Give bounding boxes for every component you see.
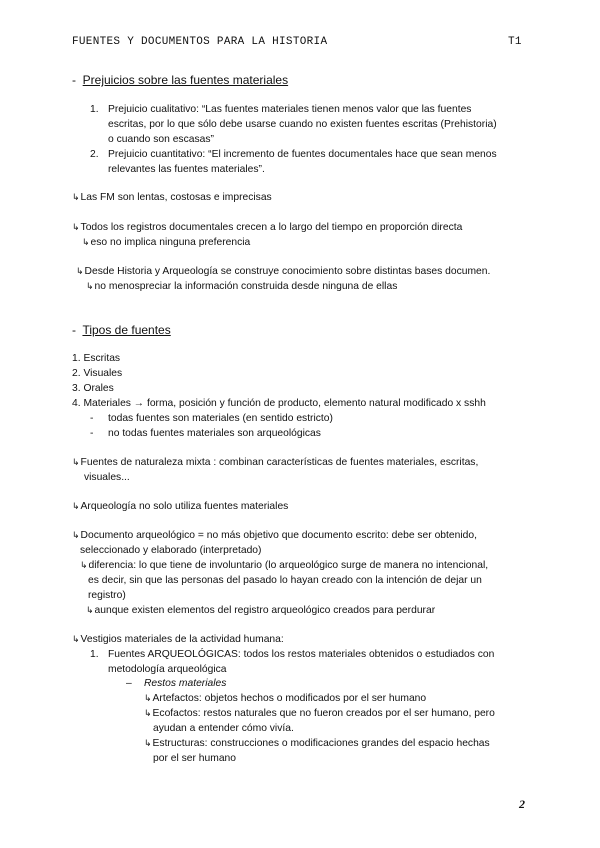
list-item-line: metodología arqueológica xyxy=(108,664,227,675)
restos-item: ↳Ecofactos: restos naturales que no fueron creados por el ser humano, pero xyxy=(144,708,495,719)
list-number: 2. xyxy=(90,149,99,160)
type-item: 3. Orales xyxy=(72,383,114,394)
arrow-icon: ↳ xyxy=(72,457,80,467)
running-header-code: T1 xyxy=(508,36,522,48)
note-line: registro) xyxy=(88,590,126,601)
note-line: ↳Todos los registros documentales crecen a lo largo del tiempo en proporción directa xyxy=(72,222,463,233)
note-line: visuales... xyxy=(84,472,130,483)
note-line: ↳aunque existen elementos del registro arqueológico creados para perdurar xyxy=(86,605,436,616)
list-item-line: Prejuicio cualitativo: “Las fuentes materiales tienen menos valor que las fuentes xyxy=(108,104,472,115)
list-item-line: Prejuicio cuantitativo: “El incremento de fuentes documentales hace que sean menos xyxy=(108,149,497,160)
arrow-icon: ↳ xyxy=(72,222,80,232)
note-line: ↳diferencia: lo que tiene de involuntario (lo arqueológico surge de manera no intencional, xyxy=(80,560,489,571)
arrow-icon: ↳ xyxy=(82,237,90,247)
section-dash: - xyxy=(72,73,76,87)
list-number: 1. xyxy=(90,104,99,115)
note-line: es decir, sin que las personas del pasado lo hayan creado con la intención de dejar un xyxy=(88,575,482,586)
arrow-icon: ↳ xyxy=(86,605,94,615)
note-line: ↳Fuentes de naturaleza mixta : combinan características de fuentes materiales, escritas, xyxy=(72,457,479,468)
note-line: ↳no menospreciar la información construida desde ninguna de ellas xyxy=(86,281,398,292)
arrow-icon: ↳ xyxy=(72,634,80,644)
section-title: Prejuicios sobre las fuentes materiales xyxy=(82,73,289,87)
note-line: ↳Desde Historia y Arqueología se construye conocimiento sobre distintas bases documen. xyxy=(76,266,491,277)
type-item: 4. Materiales → forma, posición y función de producto, elemento natural modificado x sshh xyxy=(72,398,486,409)
note-line: ↳Las FM son lentas, costosas e imprecisas xyxy=(72,192,272,203)
running-header-title: FUENTES Y DOCUMENTOS PARA LA HISTORIA xyxy=(72,36,328,48)
note-line: ↳Vestigios materiales de la actividad humana: xyxy=(72,634,284,645)
arrow-icon: ↳ xyxy=(76,266,84,276)
section-title: Tipos de fuentes xyxy=(82,323,171,337)
restos-label: Restos materiales xyxy=(144,678,227,689)
arrow-icon: ↳ xyxy=(86,281,94,291)
restos-item: ↳Artefactos: objetos hechos o modificados por el ser humano xyxy=(144,693,427,704)
list-number: 1. xyxy=(90,649,99,660)
restos-item-cont: por el ser humano xyxy=(153,753,236,764)
arrow-icon: ↳ xyxy=(80,560,88,570)
arrow-icon: ↳ xyxy=(144,738,152,748)
restos-item-cont: ayudan a entender cómo vivía. xyxy=(153,723,294,734)
note-line: ↳Documento arqueológico = no más objetivo que documento escrito: debe ser obtenido, xyxy=(72,530,477,541)
type-item: 1. Escritas xyxy=(72,353,121,364)
list-item-line: relevantes las fuentes materiales”. xyxy=(108,164,265,175)
section-tipos-heading xyxy=(72,323,171,337)
arrow-icon: ↳ xyxy=(72,192,80,202)
arrow-icon: ↳ xyxy=(72,501,80,511)
arrow-icon: ↳ xyxy=(144,708,152,718)
subtype-dash: - xyxy=(90,428,94,439)
page-number: 2 xyxy=(519,797,525,811)
subtype-item: no todas fuentes materiales son arqueológicas xyxy=(108,428,321,439)
note-line: ↳eso no implica ninguna preferencia xyxy=(82,237,251,248)
subtype-dash: - xyxy=(90,413,94,424)
type-item: 2. Visuales xyxy=(72,368,123,379)
note-line: seleccionado y elaborado (interpretado) xyxy=(80,545,262,556)
list-item-line: o cuando son escasas” xyxy=(108,134,214,145)
restos-item: ↳Estructuras: construcciones o modificaciones grandes del espacio hechas xyxy=(144,738,490,749)
note-line: ↳Arqueología no solo utiliza fuentes materiales xyxy=(72,501,289,512)
list-item-line: escritas, por lo que sólo debe usarse cuando no existen fuentes escritas (Prehistoria) xyxy=(108,119,497,130)
arrow-icon: ↳ xyxy=(72,530,80,540)
section-prejuicios-heading xyxy=(72,73,288,87)
arrow-icon: ↳ xyxy=(144,693,152,703)
section-dash: - xyxy=(72,323,76,337)
list-item-line: Fuentes ARQUEOLÓGICAS: todos los restos materiales obtenidos o estudiados con xyxy=(108,649,495,660)
subtype-item: todas fuentes son materiales (en sentido estricto) xyxy=(108,413,333,424)
restos-dash: – xyxy=(126,678,132,689)
